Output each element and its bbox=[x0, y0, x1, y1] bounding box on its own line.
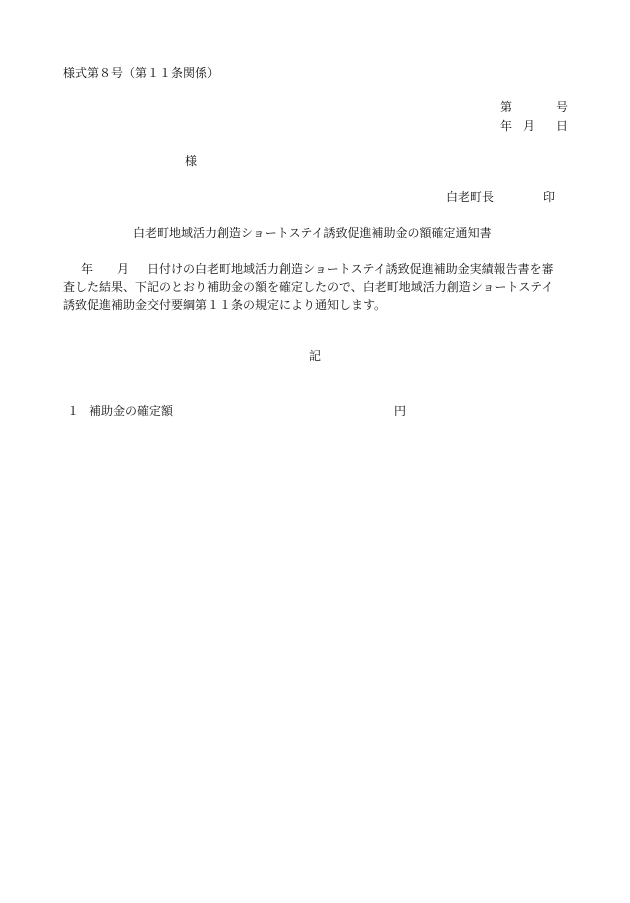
ki-heading: 記 bbox=[309, 349, 322, 363]
sender-name: 白老町長 bbox=[446, 190, 495, 204]
date-year-label: 年 bbox=[500, 119, 513, 133]
body-year-label: 年 bbox=[81, 262, 94, 276]
seal-mark: 印 bbox=[543, 190, 556, 204]
body-month-label: 月 bbox=[117, 262, 130, 276]
date-day-label: 日 bbox=[556, 119, 569, 133]
body-line-3: 誘致促進補助金交付要綱第１１条の規定により通知します。 bbox=[63, 298, 387, 312]
body-line-2: 査した結果、下記のとおり補助金の額を確定したので、白老町地域活力創造ショートステイ bbox=[63, 280, 554, 294]
document-number-suffix: 号 bbox=[556, 100, 569, 114]
document-number-prefix: 第 bbox=[500, 100, 513, 114]
body-line-1-text: 日付けの白老町地域活力創造ショートステイ誘致促進補助金実績報告書を審 bbox=[147, 262, 554, 276]
body-line-1 bbox=[63, 263, 554, 275]
item-unit: 円 bbox=[394, 404, 407, 418]
item-number: １ bbox=[67, 404, 80, 418]
recipient-honorific: 様 bbox=[185, 154, 198, 168]
form-number: 様式第８号（第１１条関係） bbox=[63, 66, 220, 80]
date-month-label: 月 bbox=[523, 119, 536, 133]
item-label: 補助金の確定額 bbox=[89, 404, 174, 418]
document-title: 白老町地域活力創造ショートステイ誘致促進補助金の額確定通知書 bbox=[133, 226, 492, 240]
